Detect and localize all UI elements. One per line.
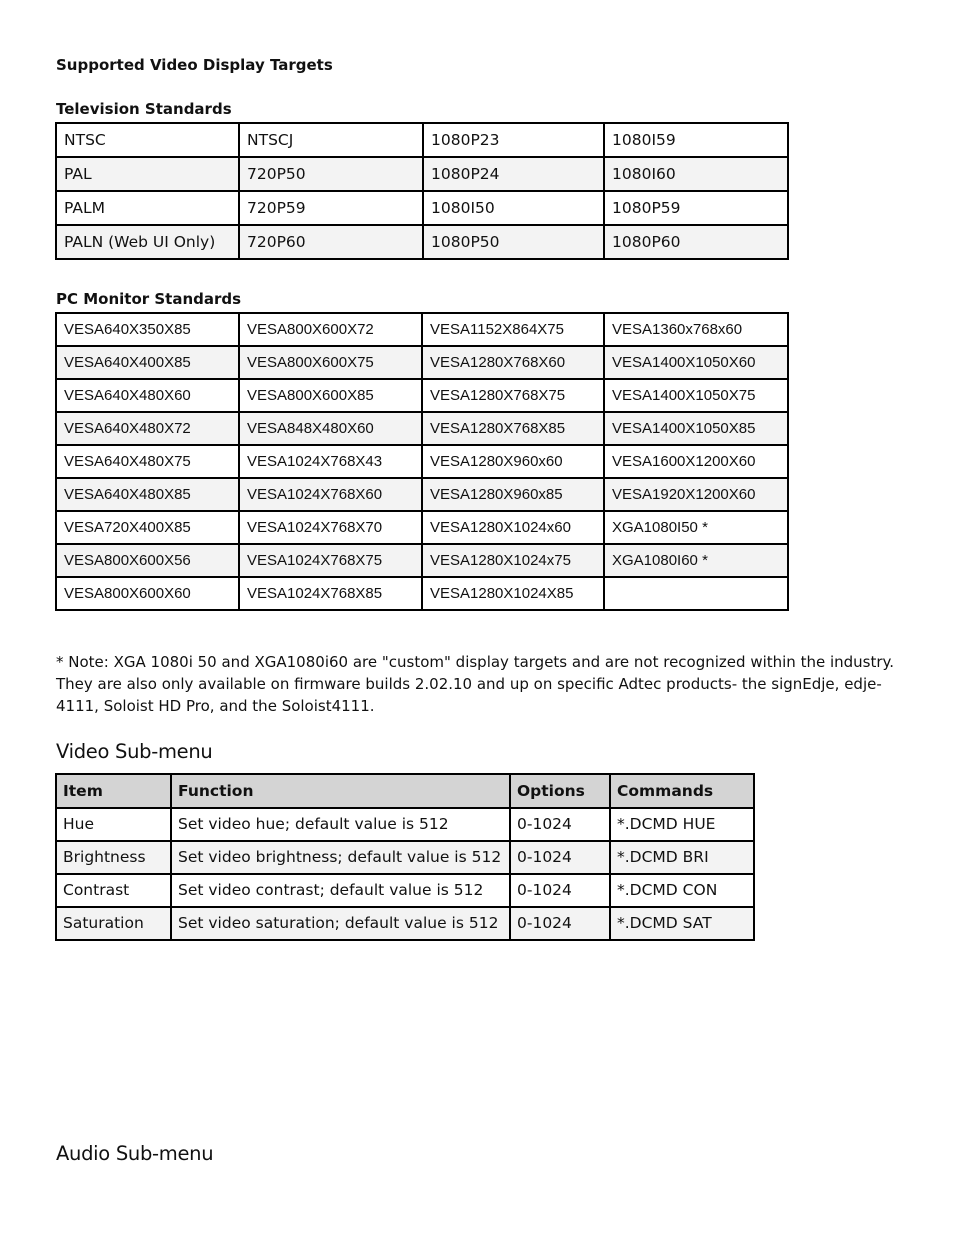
table-cell: VESA800X600X56 [56, 544, 239, 577]
table-cell: 1080P50 [423, 225, 604, 259]
table-cell: VESA1280X768X75 [422, 379, 604, 412]
table-cell: 0-1024 [510, 808, 610, 841]
table-cell: XGA1080I60 * [604, 544, 788, 577]
table-cell: VESA1920X1200X60 [604, 478, 788, 511]
table-row [56, 346, 788, 379]
table-cell: VESA1400X1050X85 [604, 412, 788, 445]
table-cell: 720P50 [239, 157, 423, 191]
table-row [56, 577, 788, 610]
table-cell: 0-1024 [510, 874, 610, 907]
table-cell: VESA1024X768X75 [239, 544, 422, 577]
table-cell: VESA1360x768x60 [604, 313, 788, 346]
table-cell: VESA1600X1200X60 [604, 445, 788, 478]
table-cell: VESA1280X960x60 [422, 445, 604, 478]
table-cell: VESA1280X960x85 [422, 478, 604, 511]
table-cell: 1080P59 [604, 191, 788, 225]
table-cell: VESA1024X768X70 [239, 511, 422, 544]
table-row [56, 478, 788, 511]
table-row [56, 313, 788, 346]
table-row [56, 412, 788, 445]
table-cell: VESA640X350X85 [56, 313, 239, 346]
table-cell: VESA1400X1050X60 [604, 346, 788, 379]
table-cell: PALN (Web UI Only) [56, 225, 239, 259]
table-cell: Set video hue; default value is 512 [171, 808, 510, 841]
video-submenu-table [55, 773, 755, 941]
page-title: Supported Video Display Targets [56, 56, 333, 74]
table-cell: VESA1400X1050X75 [604, 379, 788, 412]
column-header: Item [56, 774, 171, 808]
tv-standards-heading: Television Standards [56, 100, 232, 118]
table-header-row [56, 774, 754, 808]
table-row [56, 874, 754, 907]
table-cell: *.DCMD HUE [610, 808, 754, 841]
table-cell: PALM [56, 191, 239, 225]
table-cell: *.DCMD CON [610, 874, 754, 907]
table-row [56, 445, 788, 478]
video-submenu-title: Video Sub-menu [56, 740, 213, 763]
table-cell: Saturation [56, 907, 171, 940]
table-cell: VESA1280X768X85 [422, 412, 604, 445]
table-cell: VESA720X400X85 [56, 511, 239, 544]
table-row [56, 907, 754, 940]
table-cell: 1080P60 [604, 225, 788, 259]
table-cell: VESA640X480X60 [56, 379, 239, 412]
table-cell: VESA1280X1024x60 [422, 511, 604, 544]
table-cell: Set video brightness; default value is 512 [171, 841, 510, 874]
pc-standards-heading: PC Monitor Standards [56, 290, 242, 308]
table-cell: NTSC [56, 123, 239, 157]
table-cell: Set video contrast; default value is 512 [171, 874, 510, 907]
table-cell: VESA640X480X72 [56, 412, 239, 445]
table-cell: 1080I50 [423, 191, 604, 225]
table-cell: 0-1024 [510, 907, 610, 940]
table-cell: VESA640X480X75 [56, 445, 239, 478]
table-row [56, 808, 754, 841]
table-cell: VESA800X600X85 [239, 379, 422, 412]
table-cell: Brightness [56, 841, 171, 874]
table-cell: XGA1080I50 * [604, 511, 788, 544]
table-cell: 1080P23 [423, 123, 604, 157]
table-row [56, 379, 788, 412]
table-row [56, 841, 754, 874]
column-header: Options [510, 774, 610, 808]
tv-standards-table [55, 122, 789, 260]
table-cell: VESA1024X768X43 [239, 445, 422, 478]
table-cell: Set video saturation; default value is 512 [171, 907, 510, 940]
table-cell: 720P59 [239, 191, 423, 225]
table-cell: 1080I60 [604, 157, 788, 191]
column-header: Function [171, 774, 510, 808]
table-cell: VESA848X480X60 [239, 412, 422, 445]
table-row [56, 225, 788, 259]
table-cell: NTSCJ [239, 123, 423, 157]
table-cell: 1080P24 [423, 157, 604, 191]
table-cell: 0-1024 [510, 841, 610, 874]
table-cell: *.DCMD SAT [610, 907, 754, 940]
table-cell: VESA1280X1024x75 [422, 544, 604, 577]
table-cell: VESA800X600X75 [239, 346, 422, 379]
table-cell: Contrast [56, 874, 171, 907]
audio-submenu-title: Audio Sub-menu [56, 1142, 214, 1165]
table-cell: 720P60 [239, 225, 423, 259]
display-target-note: * Note: XGA 1080i 50 and XGA1080i60 are "custom" display targets and are not recognized within the industry. They are also only available on firmware builds 2.02.10 and up on specific Adtec products- the signEdje, edje-4111, Soloist HD Pro, and the Soloist4111. [56, 653, 895, 715]
table-cell: VESA1024X768X60 [239, 478, 422, 511]
table-cell [604, 577, 788, 610]
table-cell: VESA1280X1024X85 [422, 577, 604, 610]
table-cell: VESA800X600X72 [239, 313, 422, 346]
table-cell: VESA640X400X85 [56, 346, 239, 379]
pc-standards-table [55, 312, 789, 611]
column-header: Commands [610, 774, 754, 808]
table-row [56, 511, 788, 544]
table-cell: VESA640X480X85 [56, 478, 239, 511]
table-row [56, 157, 788, 191]
table-cell: Hue [56, 808, 171, 841]
table-cell: PAL [56, 157, 239, 191]
table-cell: VESA1152X864X75 [422, 313, 604, 346]
table-cell: *.DCMD BRI [610, 841, 754, 874]
table-cell: VESA1024X768X85 [239, 577, 422, 610]
table-row [56, 123, 788, 157]
table-cell: VESA800X600X60 [56, 577, 239, 610]
table-row [56, 544, 788, 577]
table-row [56, 191, 788, 225]
table-cell: VESA1280X768X60 [422, 346, 604, 379]
table-cell: 1080I59 [604, 123, 788, 157]
